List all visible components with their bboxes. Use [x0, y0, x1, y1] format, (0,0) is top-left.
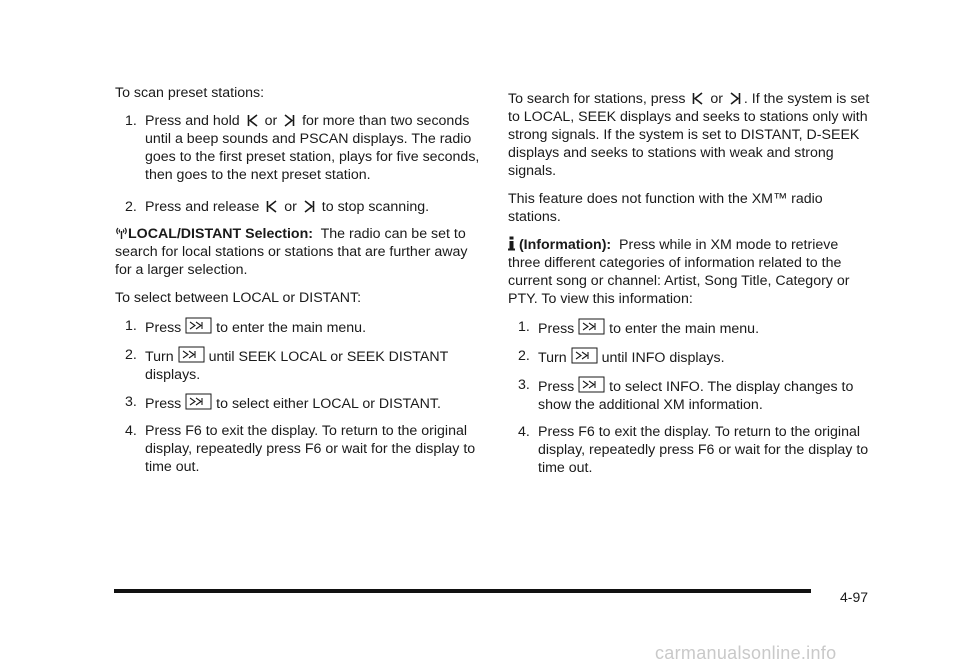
- footer-rule: [114, 589, 811, 593]
- info-title: (Information):: [518, 237, 612, 253]
- search-paragraph: To search for stations, press or . If the system is set to LOCAL, SEEK displays and seeks to stations only with strong signals. If the system is set to DISTANT, D-SEEK displays and seeks to stations with weak and strong signals.: [508, 91, 870, 179]
- menu-knob-icon: [185, 393, 212, 410]
- info-step-4: 4. Press F6 to exit the display. To return to the original display, repeatedly press F6 or wait for the display to time out.: [518, 424, 869, 476]
- info-step-2: 2. Turn until INFO displays.: [518, 348, 725, 366]
- select-intro: To select between LOCAL or DISTANT:: [115, 290, 362, 306]
- scan-step-1: 1. Press and hold or for more than two seconds until a beep sounds and PSCAN displays. The radio goes to the first preset station, plays for five seconds, then goes to the next preset station.: [125, 113, 480, 183]
- select-step-2: 2. Turn until SEEK LOCAL or SEEK DISTANT displays.: [125, 347, 448, 383]
- select-step-4: 4. Press F6 to exit the display. To return to the original display, repeatedly press F6 or wait for the display to time out.: [125, 423, 476, 475]
- info-icon: [508, 236, 515, 251]
- info-paragraph: (Information): Press while in XM mode to retrieve three different categories of information related to the current song or channel: Artist, Song Title, Category or PTY. To view this information:: [508, 237, 850, 307]
- page-number: 4-97: [840, 589, 869, 605]
- local-distant-title: LOCAL/DISTANT Selection:: [128, 226, 313, 242]
- watermark: carmanualsonline.info: [655, 643, 837, 663]
- menu-knob-icon: [578, 318, 605, 335]
- menu-knob-icon: [185, 317, 212, 334]
- seek-forward-icon: [730, 92, 741, 105]
- left-column: [115, 84, 485, 485]
- antenna-icon: [115, 226, 128, 240]
- local-distant-paragraph: LOCAL/DISTANT Selection: The radio can be set to search for local stations or stations that are further away for a larger selection.: [115, 226, 468, 278]
- seek-back-icon: [692, 92, 703, 105]
- seek-back-icon: [266, 200, 277, 213]
- seek-back-icon: [247, 114, 258, 127]
- menu-knob-icon: [571, 347, 598, 364]
- info-step-1: 1. Press to enter the main menu.: [518, 319, 760, 337]
- seek-forward-icon: [304, 200, 315, 213]
- scan-step-2: 2. Press and release or to stop scanning.: [125, 199, 430, 215]
- menu-knob-icon: [578, 376, 605, 393]
- menu-knob-icon: [178, 346, 205, 363]
- select-step-1: 1. Press to enter the main menu.: [125, 318, 367, 336]
- right-column: [508, 90, 870, 486]
- seek-forward-icon: [284, 114, 295, 127]
- xm-note: This feature does not function with the XM™ radio stations.: [508, 191, 823, 225]
- select-step-3: 3. Press to select either LOCAL or DISTANT.: [125, 394, 441, 412]
- scan-intro: To scan preset stations:: [115, 85, 265, 101]
- info-step-3: 3. Press to select INFO. The display changes to show the additional XM information.: [518, 377, 854, 413]
